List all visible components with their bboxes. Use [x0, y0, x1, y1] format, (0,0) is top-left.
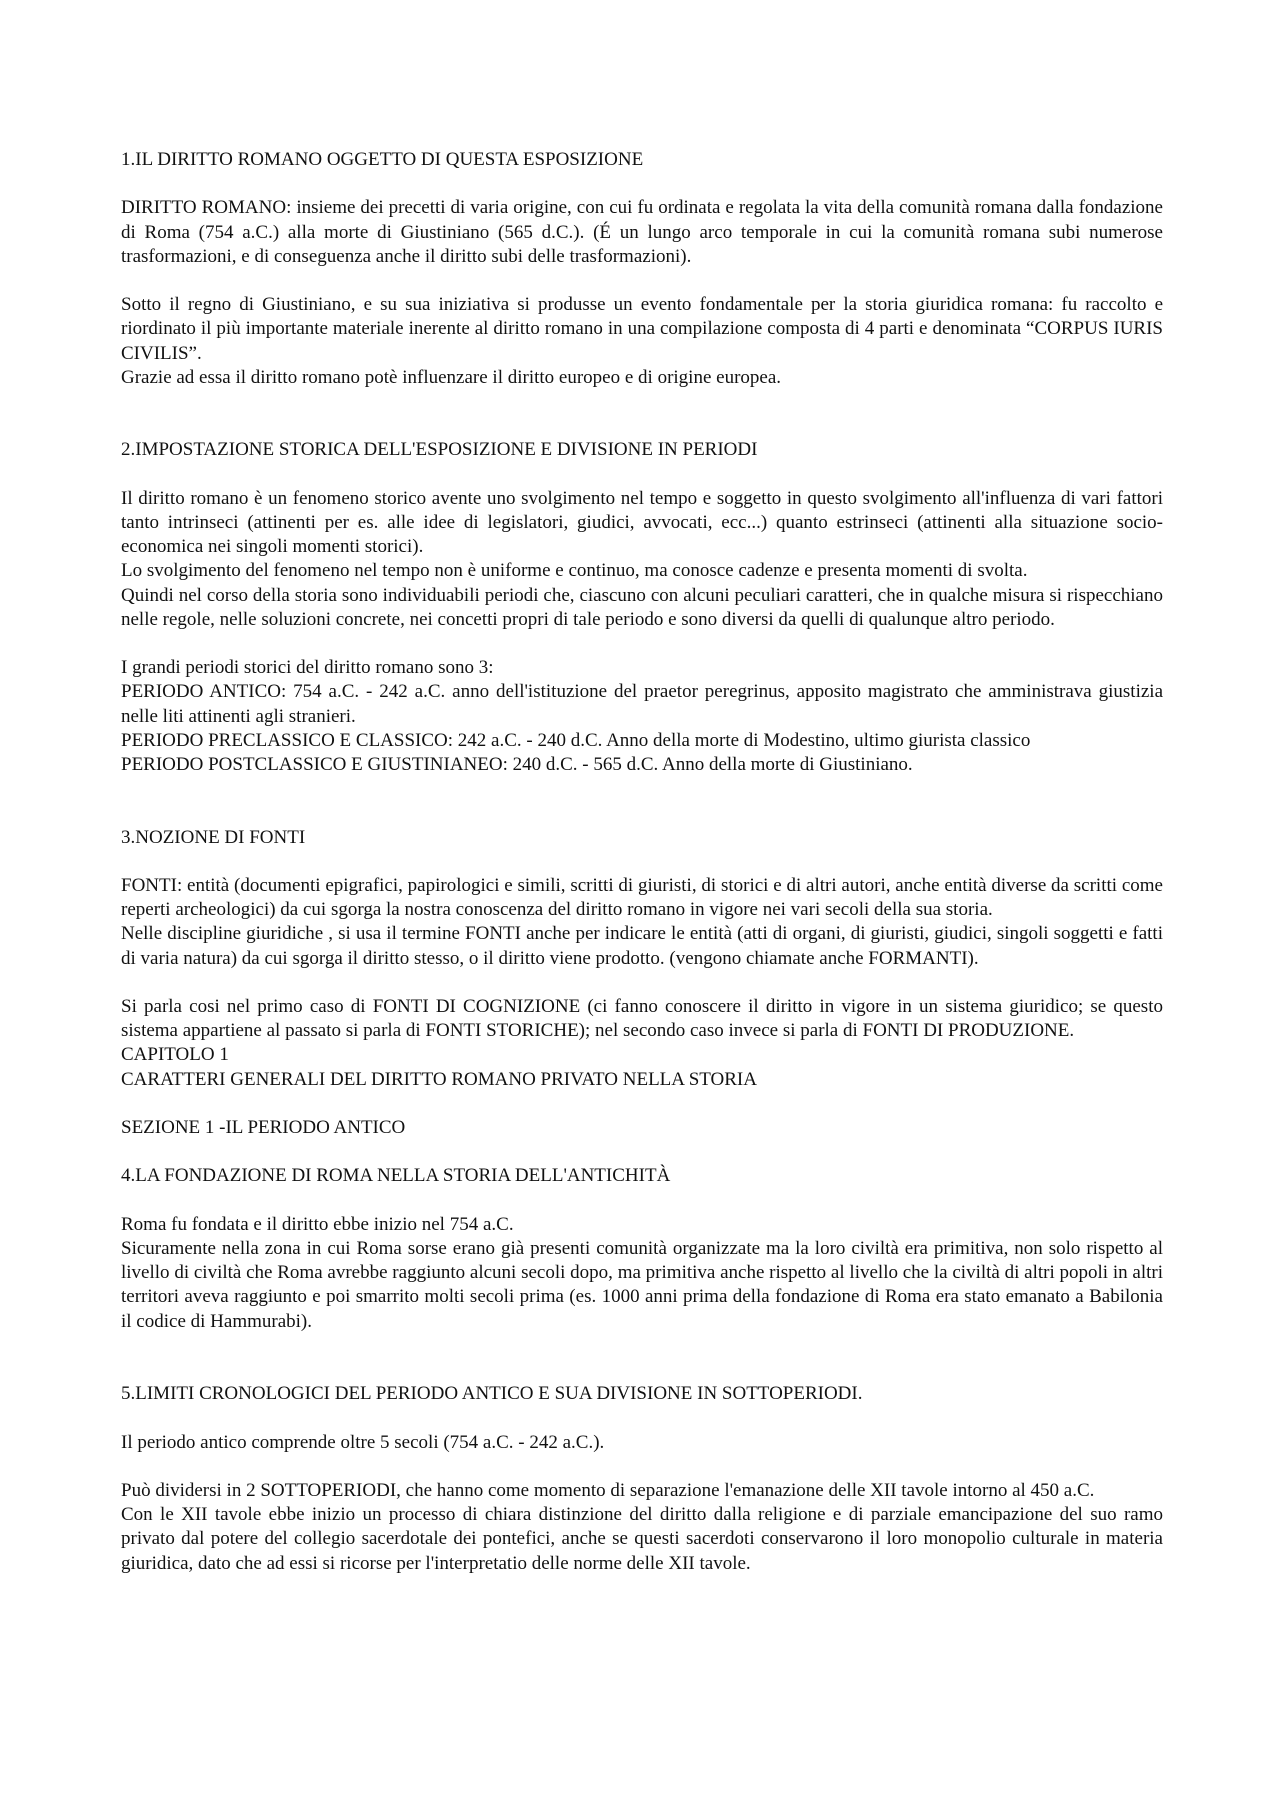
paragraph-fonti-cognizione: Si parla cosi nel primo caso di FONTI DI COGNIZIONE (ci fanno conoscere il diritto in vigore in un sistema giuridico; se questo sistema appartiene al passato si parla di FONTI STORICHE); nel secondo caso invece si parla di FONTI DI PRODUZIONE.	[121, 995, 1163, 1042]
section-heading-2: 2.IMPOSTAZIONE STORICA DELL'ESPOSIZIONE E DIVISIONE IN PERIODI	[121, 439, 758, 461]
paragraph-xii-tavole: Con le XII tavole ebbe inizio un processo di chiara distinzione del diritto dalla religione e di parziale emancipazione del suo ramo privato dal potere del collegio sacerdotale dei pontefici, anche se questi sacerdoti conservarono il loro monopolio culturale in materia giuridica, dato che ad essi si ricorse per l'interpretatio delle norme delle XII tavole.	[121, 1504, 1163, 1574]
paragraph-influenza-europea: Grazie ad essa il diritto romano potè influenzare il diritto europeo e di origine europea.	[121, 366, 782, 388]
spacer	[121, 1189, 1163, 1213]
chapter-title: CARATTERI GENERALI DEL DIRITTO ROMANO PRIVATO NELLA STORIA	[121, 1068, 757, 1090]
spacer	[121, 172, 1163, 196]
section-heading-5: 5.LIMITI CRONOLOGICI DEL PERIODO ANTICO E SUA DIVISIONE IN SOTTOPERIODI.	[121, 1383, 863, 1405]
section-heading-4: 4.LA FONDAZIONE DI ROMA NELLA STORIA DELL'ANTICHITÀ	[121, 1165, 671, 1187]
paragraph-discipline-giuridiche: Nelle discipline giuridiche , si usa il termine FONTI anche per indicare le entità (atti di organi, di giuristi, giudici, singoli soggetti e fatti di varia natura) da cui sgorga il diritto stesso, o il diritto viene prodotto. (vengono chiamate anche FORMANTI).	[121, 923, 1163, 969]
spacer	[121, 1092, 1163, 1116]
spacer	[121, 971, 1163, 995]
section-label: SEZIONE 1 -IL PERIODO ANTICO	[121, 1116, 406, 1138]
paragraph-fenomeno-storico: Il diritto romano è un fenomeno storico avente uno svolgimento nel tempo e soggetto in questo svolgimento all'influenza di vari fattori tanto intrinseci (attinenti per es. alle idee di legislatori, giudici, avvocati, ecc...) quanto estrinseci (attinenti alla situazione socio- economica nei singoli momenti storici).	[121, 487, 1163, 558]
spacer	[121, 777, 1163, 825]
section-heading-1: 1.IL DIRITTO ROMANO OGGETTO DI QUESTA ESPOSIZIONE	[121, 149, 644, 170]
paragraph-grandi-periodi: I grandi periodi storici del diritto romano sono 3:	[121, 657, 494, 679]
spacer	[121, 463, 1163, 487]
spacer	[121, 390, 1163, 438]
document-body	[121, 148, 1163, 1576]
paragraph-periodo-antico: PERIODO ANTICO: 754 a.C. - 242 a.C. anno dell'istituzione del praetor peregrinus, apposito magistrato che amministrava giustizia nelle liti attinenti agli stranieri.	[121, 681, 1163, 727]
spacer	[121, 632, 1163, 656]
paragraph-periodi: Quindi nel corso della storia sono individuabili periodi che, ciascuno con alcuni peculiari caratteri, che in qualche misura si rispecchiano nelle regole, nelle soluzioni concrete, nei concetti propri di tale periodo e sono diversi da quelli di qualunque altro periodo.	[121, 584, 1163, 630]
spacer	[121, 1140, 1163, 1164]
chapter-label: CAPITOLO 1	[121, 1044, 229, 1066]
paragraph-svolgimento: Lo svolgimento del fenomeno nel tempo non è uniforme e continuo, ma conosce cadenze e presenta momenti di svolta.	[121, 560, 1028, 582]
spacer	[121, 850, 1163, 874]
spacer	[121, 269, 1163, 293]
paragraph-giustiniano: Sotto il regno di Giustiniano, e su sua iniziativa si produsse un evento fondamentale per la storia giuridica romana: fu raccolto e riordinato il più importante materiale inerente al diritto romano in una compilazione composta di 4 parti e denominata “CORPUS IURIS CIVILIS”.	[121, 294, 1163, 364]
paragraph-periodo-classico: PERIODO PRECLASSICO E CLASSICO: 242 a.C. - 240 d.C. Anno della morte di Modestino, ultimo giurista classico	[121, 729, 1031, 751]
section-heading-3: 3.NOZIONE DI FONTI	[121, 826, 306, 848]
paragraph-fonti-definition: FONTI: entità (documenti epigrafici, papirologici e simili, scritti di giuristi, di storici e di altri autori, anche entità diverse da scritti come reperti archeologici) da cui sgorga la nostra conoscenza del diritto romano in vigore nei vari secoli della sua storia.	[121, 874, 1163, 921]
spacer	[121, 1406, 1163, 1430]
paragraph-fondazione: Roma fu fondata e il diritto ebbe inizio nel 754 a.C.	[121, 1213, 514, 1235]
paragraph-civilta-primitiva: Sicuramente nella zona in cui Roma sorse erano già presenti comunità organizzate ma la loro civiltà era primitiva, non solo rispetto al livello di civiltà che Roma avrebbe raggiunto alcuni secoli dopo, ma primitiva anche rispetto al livello che la civiltà di altri popoli in altri territori aveva raggiunto e poi smarrito molti secoli prima (es. 1000 anni prima della fondazione di Roma era stato emanato a Babilonia il codice di Hammurabi).	[121, 1237, 1163, 1332]
paragraph-periodo-antico-secoli: Il periodo antico comprende oltre 5 secoli (754 a.C. - 242 a.C.).	[121, 1431, 605, 1453]
paragraph-sottoperiodi: Può dividersi in 2 SOTTOPERIODI, che hanno come momento di separazione l'emanazione delle XII tavole intorno al 450 a.C.	[121, 1479, 1095, 1501]
paragraph-diritto-romano-definition: DIRITTO ROMANO: insieme dei precetti di varia origine, con cui fu ordinata e regolata la vita della comunità romana dalla fondazione di Roma (754 a.C.) alla morte di Giustiniano (565 d.C.). (É un lungo arco temporale in cui la comunità romana subi numerose trasformazioni, e di conseguenza anche il diritto subi delle trasformazioni).	[121, 197, 1163, 267]
spacer	[121, 1455, 1163, 1479]
spacer	[121, 1334, 1163, 1382]
paragraph-periodo-postclassico: PERIODO POSTCLASSICO E GIUSTINIANEO: 240 d.C. - 565 d.C. Anno della morte di Giustiniano.	[121, 754, 913, 775]
